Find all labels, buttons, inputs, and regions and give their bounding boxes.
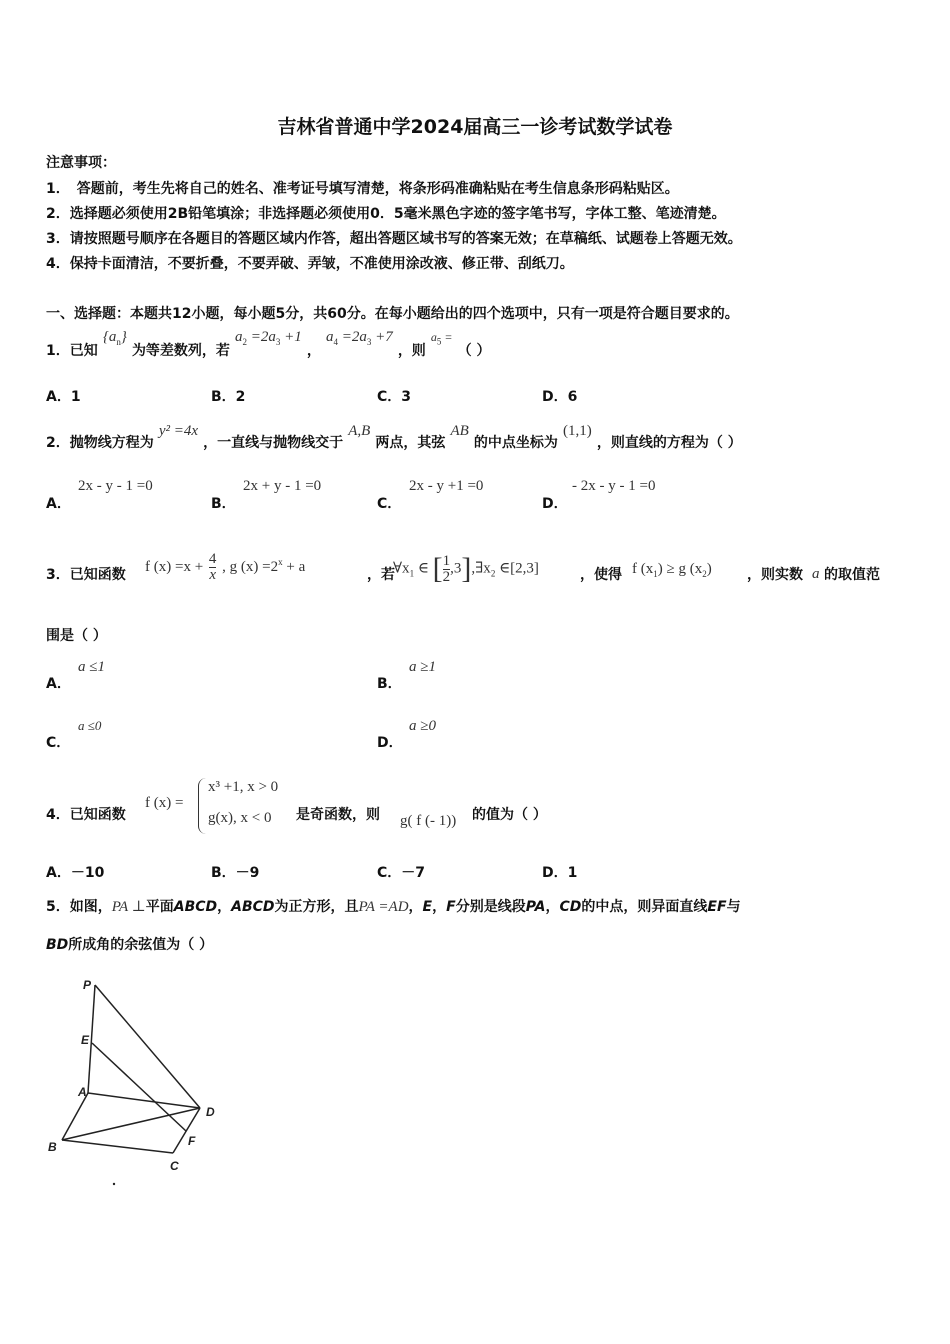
option-c[interactable]: 2x - y +1 =0 bbox=[409, 478, 484, 494]
option-b-label[interactable]: B． bbox=[377, 676, 402, 692]
figure-label: E bbox=[81, 1033, 90, 1047]
option-d[interactable]: D．1 bbox=[542, 865, 578, 881]
option-b[interactable]: B．2 bbox=[211, 389, 246, 405]
option-d[interactable]: D．6 bbox=[542, 389, 578, 405]
option-d-label[interactable]: D． bbox=[542, 496, 568, 512]
equation: $a_2 =2a_3 +1$ bbox=[235, 329, 302, 347]
option-a-label[interactable]: A． bbox=[46, 676, 71, 692]
question-4-prefix: 4．已知函数 bbox=[46, 807, 126, 823]
figure-label: B bbox=[48, 1140, 57, 1154]
sequence-expr: $\{a_n\}$ bbox=[102, 329, 127, 347]
tail-text: 的值为（ ） bbox=[472, 807, 547, 823]
pyramid-figure bbox=[40, 975, 230, 1190]
option-a-label[interactable]: A． bbox=[46, 496, 71, 512]
figure-label: P bbox=[83, 978, 92, 992]
if-text: ，若 bbox=[367, 567, 395, 583]
points: A,B bbox=[348, 423, 371, 439]
option-d[interactable]: a ≥0 bbox=[409, 718, 436, 734]
question-5-line2: BD所成角的余弦值为（ ） bbox=[46, 937, 214, 953]
quantifier-expr: $\forall x_1$ ∈ [ $\frac{1}{2}$ $,3],\exists x_2$ ∈[2,3] bbox=[393, 552, 539, 585]
notice-item: 3．请按照题号顺序在各题目的答题区域内作答，超出答题区域书写的答案无效；在草稿纸、试题卷上答题无效。 bbox=[46, 231, 742, 247]
chord: AB bbox=[450, 423, 469, 439]
option-b[interactable]: 2x + y - 1 =0 bbox=[243, 478, 322, 494]
option-c-label[interactable]: C． bbox=[46, 735, 71, 751]
f-definition: f (x) = bbox=[145, 795, 184, 811]
equation: $a_5$ = bbox=[430, 330, 453, 347]
question-1: 1．已知 $\{a_n\}$ 为等差数列，若 $a_2 =2a_3 +1$ ， $a_4 =2a_3 +7$ ，则 $a_5$ = （ ） bbox=[46, 329, 491, 359]
coordinate: (1,1) bbox=[563, 423, 592, 439]
option-a[interactable]: a ≤1 bbox=[78, 659, 105, 675]
figure-label: D bbox=[206, 1105, 215, 1119]
such-text: ，使得 bbox=[580, 567, 622, 583]
inequality: f $(x_1) \ge g$ $(x_2)$ bbox=[632, 561, 712, 579]
figure-label: A bbox=[78, 1085, 87, 1099]
expression: g( f (- 1)) bbox=[400, 813, 457, 829]
section-heading: 一、选择题：本题共12小题，每小题5分，共60分。在每小题给出的四个选项中，只有一项是符合题目要求的。 bbox=[46, 306, 739, 322]
option-a[interactable]: 2x - y - 1 =0 bbox=[78, 478, 153, 494]
mid-text: 是奇函数，则 bbox=[296, 807, 380, 823]
option-c-label[interactable]: C． bbox=[377, 496, 402, 512]
figure-label: F bbox=[188, 1134, 196, 1148]
question-3-tail: 围是（ ） bbox=[46, 628, 107, 644]
option-b-label[interactable]: B． bbox=[211, 496, 236, 512]
question-5: 5．如图，PA ⊥平面ABCD，ABCD为正方形，且PA =AD，E，F分别是线段PA，CD的中点，则异面直线EF与 bbox=[46, 899, 741, 915]
notice-item: 4．保持卡面清洁，不要折叠，不要弄破、弄皱，不准使用涂改液、修正带、刮纸刀。 bbox=[46, 256, 574, 272]
notice-item: 1． 答题前，考生先将自己的姓名、准考证号填写清楚，将条形码准确粘贴在考生信息条形码粘贴区。 bbox=[46, 181, 679, 197]
page-title: 吉林省普通中学2024届高三一诊考试数学试卷 bbox=[277, 116, 673, 138]
notice-heading: 注意事项： bbox=[46, 155, 116, 171]
option-a[interactable]: A．－10 bbox=[46, 865, 105, 881]
option-c[interactable]: C．－7 bbox=[377, 865, 426, 881]
option-d[interactable]: - 2x - y - 1 =0 bbox=[572, 478, 656, 494]
figure-label: C bbox=[170, 1159, 179, 1173]
tail-text: ，则实数 bbox=[747, 567, 803, 583]
piecewise-case: g(x), x < 0 bbox=[208, 810, 272, 826]
option-c[interactable]: a ≤0 bbox=[78, 718, 102, 733]
question-2: 2．抛物线方程为 y² =4x ，一直线与抛物线交于 A,B 两点，其弦 AB 的中点坐标为 (1,1) ，则直线的方程为（ ） bbox=[46, 423, 742, 451]
equation: y² =4x bbox=[158, 423, 199, 439]
option-c[interactable]: C．3 bbox=[377, 389, 412, 405]
option-b[interactable]: B．－9 bbox=[211, 865, 260, 881]
option-b[interactable]: a ≥1 bbox=[409, 659, 436, 675]
piecewise-case: x³ +1, x > 0 bbox=[208, 779, 279, 795]
option-d-label[interactable]: D． bbox=[377, 735, 403, 751]
notice-item: 2．选择题必须使用2B铅笔填涂；非选择题必须使用0．5毫米黑色字迹的签字笔书写，字体工整、笔迹清楚。 bbox=[46, 206, 726, 222]
question-3-prefix: 3．已知函数 bbox=[46, 567, 126, 583]
tail-text: 的取值范 bbox=[824, 567, 880, 583]
f-definition: f (x) =x + $\frac{4}{x}$ , g $(x) =2^x + a$ bbox=[145, 551, 306, 583]
equation: $a_4 =2a_3 +7$ bbox=[325, 329, 393, 347]
option-a[interactable]: A．1 bbox=[46, 389, 81, 405]
variable-a: a bbox=[812, 566, 820, 582]
